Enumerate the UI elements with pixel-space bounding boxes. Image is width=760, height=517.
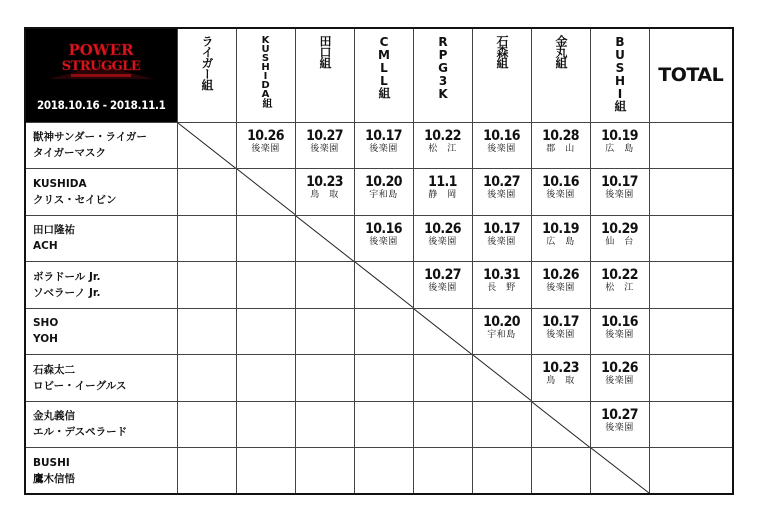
wrestler-name: BUSHI [33,456,70,469]
power-struggle-logo [26,35,177,87]
column-label: 田口組 [318,35,332,68]
match-venue: 後楽園 [487,236,516,247]
match-venue: 広 島 [546,236,575,247]
match-date: 10.28 [542,127,579,144]
total-cell [649,448,733,495]
match-cell [295,122,354,169]
match-cell [590,355,649,402]
wrestler-name: SHO [33,317,59,330]
match-venue: 後楽園 [546,283,575,293]
column-header-taguchi [295,28,354,122]
team-names-cell [25,308,177,355]
match-cell [472,215,531,262]
empty-cell [472,448,531,495]
team-row [25,262,733,309]
match-date: 10.26 [247,127,284,144]
team-row [25,308,733,355]
empty-cell [354,448,413,495]
empty-cell [472,401,531,448]
match-venue: 後楽園 [605,376,634,386]
round-robin-table-container [24,27,732,485]
team-row [25,355,733,402]
match-date: 10.23 [306,174,343,190]
match-cell [354,215,413,262]
match-cell [531,122,590,169]
match-date: 10.27 [601,406,638,423]
team-row [25,215,733,262]
empty-cell [177,169,236,216]
match-cell [531,355,590,402]
match-cell [531,262,590,309]
match-venue: 松 江 [605,283,634,293]
wrestler-name: 獣神サンダー・ライガー [33,131,147,144]
match-date: 10.27 [306,127,343,144]
match-venue: 仙 台 [605,236,634,247]
match-cell [354,169,413,216]
wrestler-name: クリス・セイビン [33,193,117,206]
match-venue: 静 岡 [428,190,457,200]
match-cell [354,122,413,169]
match-date: 10.19 [601,127,638,144]
match-date: 10.31 [483,267,520,283]
match-cell [472,122,531,169]
column-header-rpg3k [413,28,472,122]
match-date: 10.20 [483,313,520,330]
match-date: 10.20 [365,174,402,190]
match-cell [590,401,649,448]
wrestler-name: エル・デスペラード [33,426,128,439]
wrestler-name: 田口隆祐 [33,224,75,237]
match-date: 11.1 [428,174,457,190]
match-venue: 後楽園 [605,190,634,200]
total-header: TOTAL [649,28,733,122]
match-venue: 後楽園 [369,143,398,154]
diagonal-cell [472,355,531,402]
match-cell [295,169,354,216]
column-header-kanemaru [531,28,590,122]
diagonal-cell [590,448,649,495]
empty-cell [413,401,472,448]
match-date: 10.16 [542,174,579,190]
diagonal-cell [236,169,295,216]
team-names-cell [25,122,177,169]
match-venue: 郡 山 [546,143,575,154]
wrestler-name: 鷹木信悟 [33,472,75,485]
empty-cell [354,355,413,402]
total-cell [649,215,733,262]
match-date: 10.27 [483,174,520,190]
svg-text:POWER: POWER [68,41,134,59]
match-venue: 広 島 [605,143,634,154]
diagonal-cell [354,262,413,309]
total-cell [649,262,733,309]
match-venue: 後楽園 [605,422,634,433]
empty-cell [236,308,295,355]
column-header-kushida [236,28,295,122]
match-cell [413,169,472,216]
empty-cell [177,401,236,448]
match-cell [472,262,531,309]
empty-cell [236,448,295,495]
match-cell [531,215,590,262]
column-header-cmll [354,28,413,122]
team-row [25,448,733,495]
team-names-cell [25,169,177,216]
wrestler-name: ACH [33,240,58,253]
header-row [25,28,733,122]
empty-cell [295,401,354,448]
team-names-cell [25,355,177,402]
empty-cell [236,215,295,262]
match-date: 10.17 [365,127,402,144]
empty-cell [236,355,295,402]
match-venue: 後楽園 [428,283,457,293]
column-label: ライガー組 [200,35,214,90]
empty-cell [295,448,354,495]
match-date: 10.16 [483,127,520,144]
match-venue: 後楽園 [310,143,339,154]
match-date: 10.19 [542,220,579,237]
match-venue: 宇和島 [369,190,398,200]
diagonal-cell [295,215,354,262]
match-venue: 長 野 [487,283,516,293]
empty-cell [295,355,354,402]
match-cell [590,308,649,355]
wrestler-name: タイガーマスク [33,147,106,160]
match-cell [472,308,531,355]
match-cell [590,122,649,169]
match-cell [413,215,472,262]
match-date: 10.27 [424,267,461,283]
empty-cell [177,215,236,262]
match-venue: 宇和島 [487,329,516,340]
column-label: 石森組 [495,35,509,68]
column-header-liger [177,28,236,122]
team-row [25,122,733,169]
team-row [25,169,733,216]
match-venue: 鳥 取 [546,376,575,386]
team-names-cell [25,401,177,448]
empty-cell [177,355,236,402]
column-label: BUSHI組 [613,35,627,111]
wrestler-name: ボラドール Jr. [33,270,101,283]
match-cell [472,169,531,216]
empty-cell [531,448,590,495]
total-cell [649,355,733,402]
empty-cell [236,262,295,309]
match-cell [413,262,472,309]
team-names-cell [25,215,177,262]
total-cell [649,169,733,216]
total-cell [649,308,733,355]
match-date: 10.29 [601,220,638,237]
match-cell [236,122,295,169]
match-venue: 後楽園 [605,329,634,340]
team-row [25,401,733,448]
wrestler-name: ロビー・イーグルス [33,379,127,392]
match-date: 10.26 [424,220,461,237]
match-venue: 松 江 [428,143,457,154]
empty-cell [354,401,413,448]
total-cell [649,401,733,448]
match-cell [590,262,649,309]
empty-cell [413,355,472,402]
column-label: KUSHIDA組 [260,35,271,106]
diagonal-cell [177,122,236,169]
match-cell [590,169,649,216]
round-robin-table [24,27,734,495]
total-cell [649,122,733,169]
match-date: 10.17 [542,313,579,330]
wrestler-name: KUSHIDA [33,177,87,190]
match-date: 10.17 [483,220,520,237]
match-venue: 後楽園 [369,236,398,247]
match-date: 10.16 [601,313,638,330]
match-date: 10.22 [424,127,461,144]
diagonal-cell [413,308,472,355]
empty-cell [295,308,354,355]
wrestler-name: 金丸義信 [33,410,75,423]
match-date: 10.23 [542,360,579,376]
tournament-dates: 2018.10.16 - 2018.11.1 [36,97,166,112]
empty-cell [236,401,295,448]
match-cell [531,308,590,355]
match-date: 10.17 [601,174,638,190]
wrestler-name: ソベラーノ Jr. [33,286,101,299]
match-venue: 後楽園 [428,236,457,247]
empty-cell [413,448,472,495]
empty-cell [177,308,236,355]
match-date: 10.22 [601,267,638,283]
diagonal-cell [531,401,590,448]
logo-cell [25,28,177,122]
svg-text:STRUGGLE: STRUGGLE [62,59,141,74]
empty-cell [295,262,354,309]
match-cell [590,215,649,262]
empty-cell [177,448,236,495]
match-date: 10.26 [601,360,638,376]
column-header-ishimori [472,28,531,122]
match-venue: 後楽園 [487,190,516,200]
wrestler-name: YOH [33,333,58,346]
empty-cell [177,262,236,309]
team-names-cell [25,448,177,495]
match-venue: 後楽園 [251,143,280,154]
column-header-bushi [590,28,649,122]
column-label: RPG3K [436,35,450,100]
team-names-cell [25,262,177,309]
match-venue: 後楽園 [487,143,516,154]
match-cell [413,122,472,169]
match-date: 10.16 [365,220,402,237]
empty-cell [354,308,413,355]
match-venue: 後楽園 [546,190,575,200]
match-cell [531,169,590,216]
column-label: CMLL組 [377,35,391,98]
match-venue: 鳥 取 [310,190,339,200]
column-label: 金丸組 [554,35,568,68]
match-date: 10.26 [542,267,579,283]
match-venue: 後楽園 [546,329,575,340]
wrestler-name: 石森太二 [33,363,75,376]
